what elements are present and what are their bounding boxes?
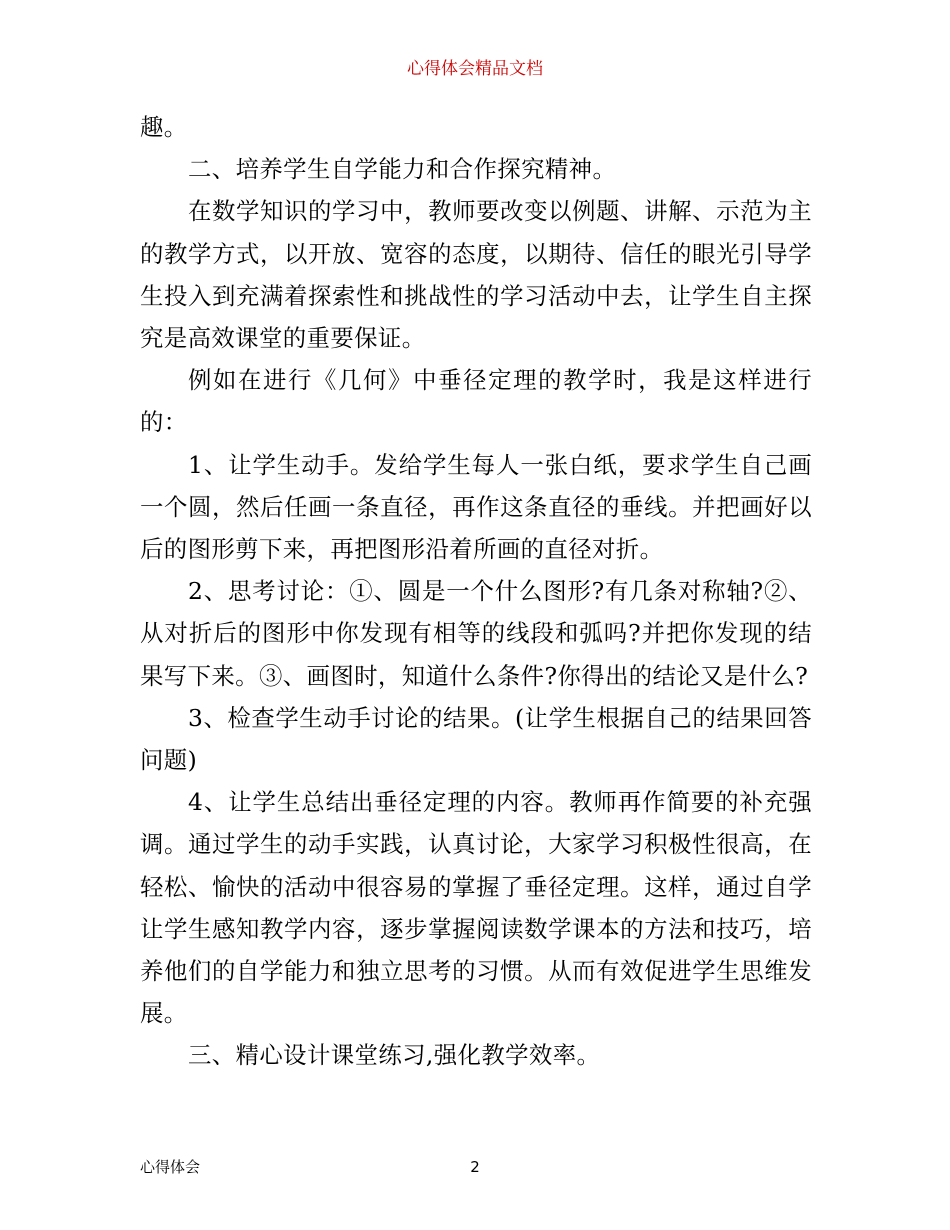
list-item-4: 4、让学生总结出垂径定理的内容。教师再作简要的补充强调。通过学生的动手实践，认真讨论，大家学习积极性很高，在轻松、愉快的活动中很容易的掌握了垂径定理。这样，通过自学让学生感知教学内容，逐步掌握阅读数学课本的方法和技巧，培养他们的自学能力和独立思考的习惯。从而有效促进学生思维发展。 (140, 788, 812, 1028)
list-item-3: 3、检查学生动手讨论的结果。(让学生根据自己的结果回答问题) (140, 703, 812, 775)
paragraph-continuation: 趣。 (140, 113, 188, 141)
footer-label: 心得体会 (140, 1158, 201, 1176)
paragraph: 例如在进行《几何》中垂径定理的教学时，我是这样进行的： (140, 366, 812, 437)
section-heading-2: 二、培养学生自学能力和合作探究精神。 (188, 155, 617, 184)
page-number: 2 (470, 1158, 480, 1176)
list-item-2: 2、思考讨论：①、圆是一个什么图形?有几条对称轴?②、从对折后的图形中你发现有相等的线段和弧吗?并把你发现的结果写下来。③、画图时，知道什么条件?你得出的结论又是什么? (140, 577, 812, 690)
document-header: 心得体会精品文档 (407, 59, 543, 79)
section-heading-3: 三、精心设计课堂练习,强化教学效率。 (188, 1041, 601, 1070)
paragraph: 在数学知识的学习中，教师要改变以例题、讲解、示范为主的教学方式，以开放、宽容的态度，以期待、信任的眼光引导学生投入到充满着探索性和挑战性的学习活动中去，让学生自主探究是高效课堂的重要保证。 (140, 197, 812, 353)
document-body (140, 106, 812, 1077)
list-item-1: 1、让学生动手。发给学生每人一张白纸，要求学生自己画一个圆，然后任画一条直径，再作这条直径的垂线。并把画好以后的图形剪下来，再把图形沿着所画的直径对折。 (140, 450, 812, 564)
